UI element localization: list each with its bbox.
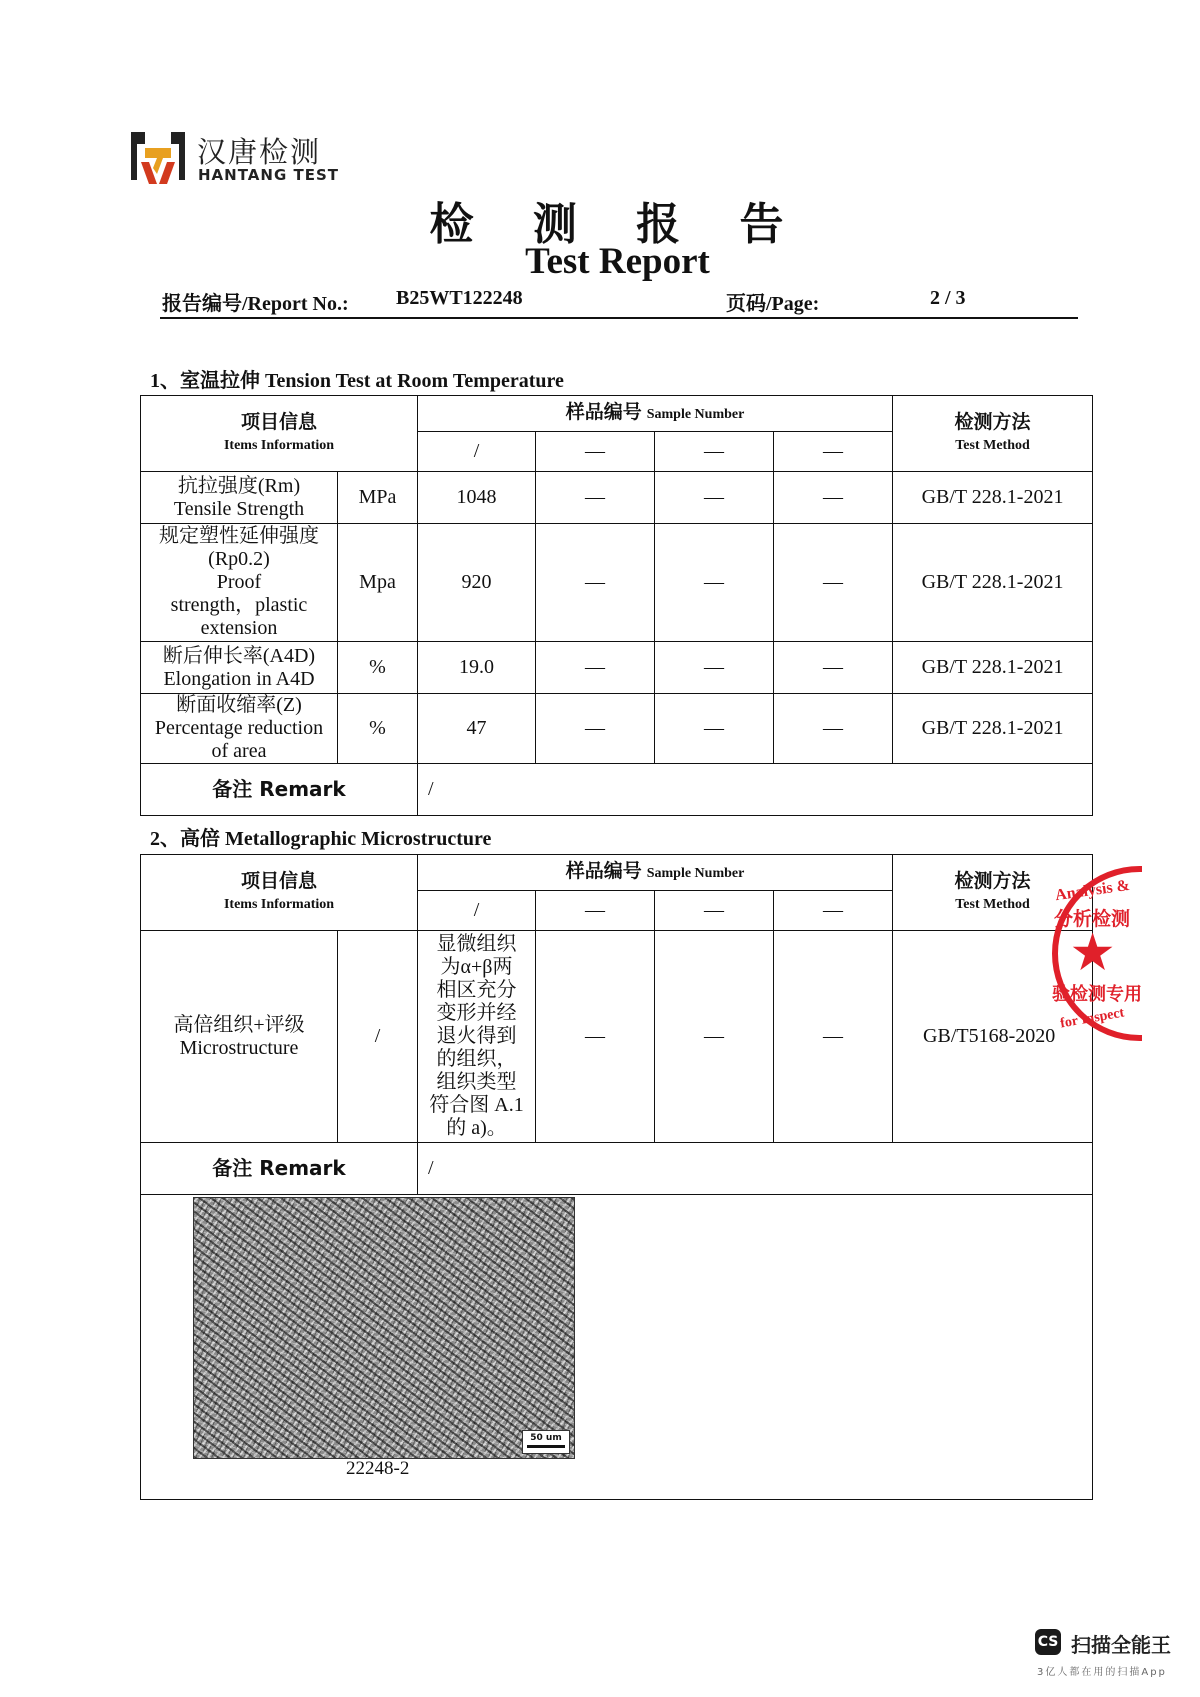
value: —	[774, 642, 893, 694]
tension-test-table	[140, 395, 1093, 816]
report-number-line	[160, 287, 1078, 319]
unit: %	[338, 694, 418, 764]
report-no-label: 报告编号/Report No.:	[162, 293, 349, 315]
unit: %	[338, 642, 418, 694]
microstructure-image	[193, 1197, 575, 1459]
sample-id: —	[655, 891, 774, 931]
stamp-text: 分析检测	[1054, 908, 1131, 930]
table-row	[141, 694, 1093, 764]
sample-id: —	[655, 432, 774, 472]
value: 1048	[418, 472, 536, 524]
logo-text-cn: 汉唐检测	[197, 135, 322, 169]
items-info-header: 项目信息 Items Information	[141, 396, 418, 472]
method: GB/T 228.1-2021	[893, 524, 1093, 642]
scale-bar: 50 um	[522, 1430, 570, 1454]
sample-id: /	[418, 432, 536, 472]
table-row	[141, 524, 1093, 642]
star-icon: ★	[1072, 927, 1114, 978]
unit: Mpa	[338, 524, 418, 642]
value: —	[536, 931, 655, 1143]
test-method-header: 检测方法 Test Method	[893, 855, 1093, 931]
inspection-stamp	[1052, 866, 1142, 1042]
value: 19.0	[418, 642, 536, 694]
test-method-header: 检测方法 Test Method	[893, 396, 1093, 472]
hantang-logo-icon	[127, 128, 189, 188]
sample-id: —	[536, 432, 655, 472]
sample-id: /	[418, 891, 536, 931]
stamp-text: for Inspect	[1059, 1005, 1126, 1032]
items-info-header: 项目信息 Items Information	[141, 855, 418, 931]
remark-value: /	[418, 764, 1093, 816]
method: GB/T 228.1-2021	[893, 694, 1093, 764]
watermark-name: 扫描全能王	[1071, 1633, 1171, 1657]
report-title-en: Test Report	[525, 241, 710, 282]
sample-id: —	[536, 891, 655, 931]
table-row	[141, 472, 1093, 524]
value: —	[536, 524, 655, 642]
report-no-value: B25WT122248	[396, 287, 523, 309]
item-name: 高倍组织+评级 Microstructure	[141, 931, 338, 1143]
table-row	[141, 642, 1093, 694]
value: —	[536, 642, 655, 694]
value: —	[774, 694, 893, 764]
unit: /	[338, 931, 418, 1143]
page-label: 页码/Page:	[726, 293, 820, 315]
value: —	[774, 472, 893, 524]
item-name: 断面收缩率(Z) Percentage reduction of area	[141, 694, 338, 764]
watermark-sub: 3亿人都在用的扫描App	[1037, 1667, 1167, 1678]
value: —	[536, 472, 655, 524]
remark-value: /	[418, 1143, 1093, 1195]
value: 920	[418, 524, 536, 642]
remark-row	[141, 1143, 1093, 1195]
value: —	[655, 931, 774, 1143]
stamp-text: Analysis &	[1054, 876, 1131, 905]
stamp-text: 验检测专用	[1052, 984, 1142, 1005]
method: GB/T5168-2020	[893, 931, 1093, 1143]
sample-number-header: 样品编号 Sample Number	[418, 855, 893, 891]
value: —	[655, 694, 774, 764]
value: —	[655, 524, 774, 642]
remark-row	[141, 764, 1093, 816]
camscanner-icon: CS	[1035, 1629, 1061, 1655]
item-name: 规定塑性延伸强度 (Rp0.2) Proof strength，plastic extension	[141, 524, 338, 642]
sample-id: —	[774, 891, 893, 931]
remark-label: 备注 Remark	[141, 1143, 418, 1195]
item-name: 断后伸长率(A4D) Elongation in A4D	[141, 642, 338, 694]
value: —	[536, 694, 655, 764]
company-logo	[127, 128, 337, 188]
page-value: 2 / 3	[930, 287, 966, 309]
report-title-cn: 检 测 报 告	[429, 199, 806, 250]
table-row	[141, 931, 1093, 1143]
remark-label: 备注 Remark	[141, 764, 418, 816]
scanner-watermark	[1035, 1627, 1185, 1677]
value: —	[774, 931, 893, 1143]
section2-title: 2、高倍 Metallographic Microstructure	[150, 828, 492, 850]
value: —	[655, 472, 774, 524]
sample-id: —	[774, 432, 893, 472]
value: —	[774, 524, 893, 642]
unit: MPa	[338, 472, 418, 524]
method: GB/T 228.1-2021	[893, 472, 1093, 524]
value: 47	[418, 694, 536, 764]
result-text: 显微组织 为α+β两 相区充分 变形并经 退火得到 的组织， 组织类型 符合图 A.1 的 a)。	[418, 931, 536, 1143]
item-name: 抗拉强度(Rm) Tensile Strength	[141, 472, 338, 524]
image-caption: 22248-2	[346, 1458, 410, 1479]
method: GB/T 228.1-2021	[893, 642, 1093, 694]
logo-text-en: HANTANG TEST	[198, 166, 339, 184]
sample-number-header: 样品编号 Sample Number	[418, 396, 893, 432]
section1-title: 1、室温拉伸 Tension Test at Room Temperature	[150, 370, 564, 392]
value: —	[655, 642, 774, 694]
